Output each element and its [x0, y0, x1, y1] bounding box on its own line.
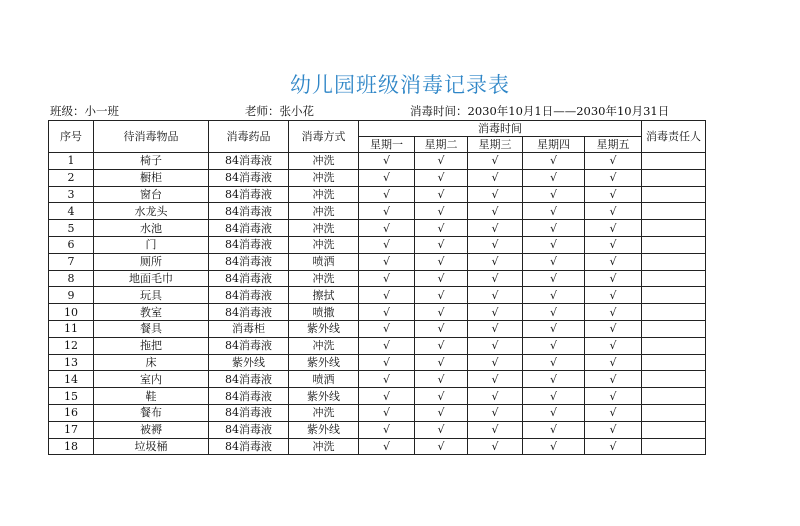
row-responsible	[642, 169, 706, 186]
class-info: 班级：小一班	[50, 104, 119, 118]
row-agent: 84消毒液	[209, 388, 289, 405]
row-responsible	[642, 304, 706, 321]
check-mark: √	[359, 371, 415, 388]
check-mark: √	[468, 169, 523, 186]
row-seq: 7	[49, 253, 94, 270]
check-mark: √	[585, 304, 642, 321]
check-mark: √	[585, 203, 642, 220]
row-item: 水池	[94, 220, 209, 237]
row-item: 橱柜	[94, 169, 209, 186]
check-mark: √	[415, 270, 468, 287]
row-seq: 15	[49, 388, 94, 405]
check-mark: √	[523, 371, 585, 388]
table-row	[49, 270, 706, 287]
check-mark: √	[585, 220, 642, 237]
row-seq: 5	[49, 220, 94, 237]
row-seq: 3	[49, 186, 94, 203]
row-item: 教室	[94, 304, 209, 321]
check-mark: √	[415, 186, 468, 203]
check-mark: √	[415, 337, 468, 354]
check-mark: √	[585, 153, 642, 170]
row-responsible	[642, 337, 706, 354]
check-mark: √	[359, 388, 415, 405]
check-mark: √	[585, 438, 642, 455]
check-mark: √	[415, 371, 468, 388]
check-mark: √	[523, 337, 585, 354]
row-responsible	[642, 220, 706, 237]
check-mark: √	[523, 320, 585, 337]
check-mark: √	[415, 153, 468, 170]
check-mark: √	[415, 253, 468, 270]
row-item: 垃圾桶	[94, 438, 209, 455]
row-responsible	[642, 388, 706, 405]
check-mark: √	[468, 236, 523, 253]
row-seq: 10	[49, 304, 94, 321]
table-row	[49, 287, 706, 304]
row-item: 床	[94, 354, 209, 371]
check-mark: √	[468, 287, 523, 304]
row-agent: 84消毒液	[209, 203, 289, 220]
row-item: 餐布	[94, 404, 209, 421]
row-seq: 8	[49, 270, 94, 287]
check-mark: √	[585, 287, 642, 304]
check-mark: √	[523, 421, 585, 438]
check-mark: √	[523, 220, 585, 237]
check-mark: √	[468, 371, 523, 388]
check-mark: √	[359, 304, 415, 321]
page-title: 幼儿园班级消毒记录表	[290, 73, 510, 97]
row-agent: 84消毒液	[209, 287, 289, 304]
table-row	[49, 404, 706, 421]
check-mark: √	[585, 270, 642, 287]
header-responsible: 消毒责任人	[642, 121, 706, 153]
check-mark: √	[359, 220, 415, 237]
row-item: 室内	[94, 371, 209, 388]
row-item: 餐具	[94, 320, 209, 337]
row-item: 厕所	[94, 253, 209, 270]
row-agent: 84消毒液	[209, 253, 289, 270]
check-mark: √	[523, 203, 585, 220]
table-row	[49, 371, 706, 388]
table-row	[49, 421, 706, 438]
check-mark: √	[523, 404, 585, 421]
row-seq: 4	[49, 203, 94, 220]
disinfection-record-table	[48, 120, 706, 455]
check-mark: √	[585, 421, 642, 438]
record-table-body	[49, 153, 706, 455]
disinfection-period: 消毒时间：2030年10月1日——2030年10月31日	[410, 104, 670, 118]
check-mark: √	[359, 253, 415, 270]
row-item: 椅子	[94, 153, 209, 170]
row-seq: 14	[49, 371, 94, 388]
table-row	[49, 320, 706, 337]
check-mark: √	[359, 203, 415, 220]
row-method: 冲洗	[289, 203, 359, 220]
row-responsible	[642, 421, 706, 438]
row-method: 冲洗	[289, 404, 359, 421]
check-mark: √	[523, 153, 585, 170]
row-agent: 84消毒液	[209, 371, 289, 388]
table-row	[49, 253, 706, 270]
check-mark: √	[359, 153, 415, 170]
check-mark: √	[359, 404, 415, 421]
row-responsible	[642, 438, 706, 455]
row-method: 擦拭	[289, 287, 359, 304]
row-agent: 84消毒液	[209, 270, 289, 287]
check-mark: √	[468, 438, 523, 455]
header-day-fri: 星期五	[585, 137, 642, 153]
check-mark: √	[523, 186, 585, 203]
header-day-wed: 星期三	[468, 137, 523, 153]
check-mark: √	[585, 371, 642, 388]
check-mark: √	[468, 304, 523, 321]
row-agent: 84消毒液	[209, 186, 289, 203]
row-agent: 84消毒液	[209, 153, 289, 170]
check-mark: √	[468, 153, 523, 170]
row-item: 鞋	[94, 388, 209, 405]
row-agent: 84消毒液	[209, 421, 289, 438]
check-mark: √	[585, 354, 642, 371]
row-method: 紫外线	[289, 320, 359, 337]
row-seq: 16	[49, 404, 94, 421]
table-row	[49, 354, 706, 371]
row-seq: 1	[49, 153, 94, 170]
check-mark: √	[359, 354, 415, 371]
row-method: 紫外线	[289, 354, 359, 371]
row-responsible	[642, 203, 706, 220]
table-row	[49, 186, 706, 203]
check-mark: √	[468, 186, 523, 203]
row-seq: 11	[49, 320, 94, 337]
row-method: 冲洗	[289, 337, 359, 354]
check-mark: √	[585, 404, 642, 421]
check-mark: √	[585, 320, 642, 337]
row-method: 喷洒	[289, 253, 359, 270]
row-agent: 紫外线	[209, 354, 289, 371]
check-mark: √	[468, 320, 523, 337]
row-item: 被褥	[94, 421, 209, 438]
check-mark: √	[359, 186, 415, 203]
check-mark: √	[523, 287, 585, 304]
row-responsible	[642, 287, 706, 304]
row-seq: 13	[49, 354, 94, 371]
check-mark: √	[523, 304, 585, 321]
table-row	[49, 438, 706, 455]
header-time-group: 消毒时间	[359, 121, 642, 137]
row-agent: 消毒柜	[209, 320, 289, 337]
check-mark: √	[468, 220, 523, 237]
row-responsible	[642, 153, 706, 170]
check-mark: √	[359, 421, 415, 438]
check-mark: √	[359, 236, 415, 253]
check-mark: √	[468, 337, 523, 354]
row-item: 玩具	[94, 287, 209, 304]
check-mark: √	[468, 354, 523, 371]
check-mark: √	[585, 337, 642, 354]
row-method: 喷洒	[289, 371, 359, 388]
check-mark: √	[415, 304, 468, 321]
header-day-mon: 星期一	[359, 137, 415, 153]
check-mark: √	[468, 388, 523, 405]
row-seq: 12	[49, 337, 94, 354]
check-mark: √	[523, 270, 585, 287]
check-mark: √	[523, 354, 585, 371]
check-mark: √	[359, 337, 415, 354]
check-mark: √	[415, 438, 468, 455]
header-seq: 序号	[49, 121, 94, 153]
check-mark: √	[359, 320, 415, 337]
row-method: 喷撒	[289, 304, 359, 321]
table-row	[49, 388, 706, 405]
row-method: 冲洗	[289, 169, 359, 186]
row-method: 紫外线	[289, 388, 359, 405]
row-item: 地面毛巾	[94, 270, 209, 287]
table-row	[49, 220, 706, 237]
row-responsible	[642, 186, 706, 203]
row-responsible	[642, 236, 706, 253]
row-responsible	[642, 371, 706, 388]
check-mark: √	[359, 287, 415, 304]
check-mark: √	[585, 253, 642, 270]
row-method: 冲洗	[289, 236, 359, 253]
row-method: 冲洗	[289, 220, 359, 237]
row-agent: 84消毒液	[209, 404, 289, 421]
row-method: 冲洗	[289, 186, 359, 203]
header-method: 消毒方式	[289, 121, 359, 153]
row-seq: 2	[49, 169, 94, 186]
check-mark: √	[359, 169, 415, 186]
row-item: 窗台	[94, 186, 209, 203]
table-row	[49, 203, 706, 220]
row-seq: 9	[49, 287, 94, 304]
check-mark: √	[468, 404, 523, 421]
check-mark: √	[585, 388, 642, 405]
check-mark: √	[415, 320, 468, 337]
row-method: 冲洗	[289, 438, 359, 455]
check-mark: √	[415, 169, 468, 186]
row-item: 拖把	[94, 337, 209, 354]
check-mark: √	[415, 354, 468, 371]
check-mark: √	[523, 388, 585, 405]
check-mark: √	[585, 169, 642, 186]
teacher-info: 老师：张小花	[245, 104, 314, 118]
check-mark: √	[523, 236, 585, 253]
row-agent: 84消毒液	[209, 304, 289, 321]
table-row	[49, 304, 706, 321]
row-agent: 84消毒液	[209, 220, 289, 237]
check-mark: √	[523, 169, 585, 186]
row-responsible	[642, 253, 706, 270]
header-agent: 消毒药品	[209, 121, 289, 153]
row-responsible	[642, 270, 706, 287]
header-item: 待消毒物品	[94, 121, 209, 153]
row-responsible	[642, 404, 706, 421]
row-seq: 17	[49, 421, 94, 438]
check-mark: √	[359, 438, 415, 455]
row-agent: 84消毒液	[209, 169, 289, 186]
check-mark: √	[468, 270, 523, 287]
check-mark: √	[359, 270, 415, 287]
check-mark: √	[415, 388, 468, 405]
row-responsible	[642, 320, 706, 337]
table-row	[49, 169, 706, 186]
row-seq: 18	[49, 438, 94, 455]
check-mark: √	[415, 236, 468, 253]
table-row	[49, 153, 706, 170]
check-mark: √	[415, 404, 468, 421]
header-day-thu: 星期四	[523, 137, 585, 153]
check-mark: √	[523, 253, 585, 270]
check-mark: √	[585, 236, 642, 253]
check-mark: √	[415, 287, 468, 304]
row-agent: 84消毒液	[209, 337, 289, 354]
check-mark: √	[468, 421, 523, 438]
row-agent: 84消毒液	[209, 438, 289, 455]
row-item: 门	[94, 236, 209, 253]
row-responsible	[642, 354, 706, 371]
table-row	[49, 337, 706, 354]
row-method: 冲洗	[289, 153, 359, 170]
table-row	[49, 236, 706, 253]
row-method: 紫外线	[289, 421, 359, 438]
row-method: 冲洗	[289, 270, 359, 287]
row-agent: 84消毒液	[209, 236, 289, 253]
header-day-tue: 星期二	[415, 137, 468, 153]
row-seq: 6	[49, 236, 94, 253]
row-item: 水龙头	[94, 203, 209, 220]
check-mark: √	[415, 220, 468, 237]
check-mark: √	[468, 203, 523, 220]
check-mark: √	[523, 438, 585, 455]
check-mark: √	[415, 203, 468, 220]
check-mark: √	[585, 186, 642, 203]
check-mark: √	[468, 253, 523, 270]
check-mark: √	[415, 421, 468, 438]
